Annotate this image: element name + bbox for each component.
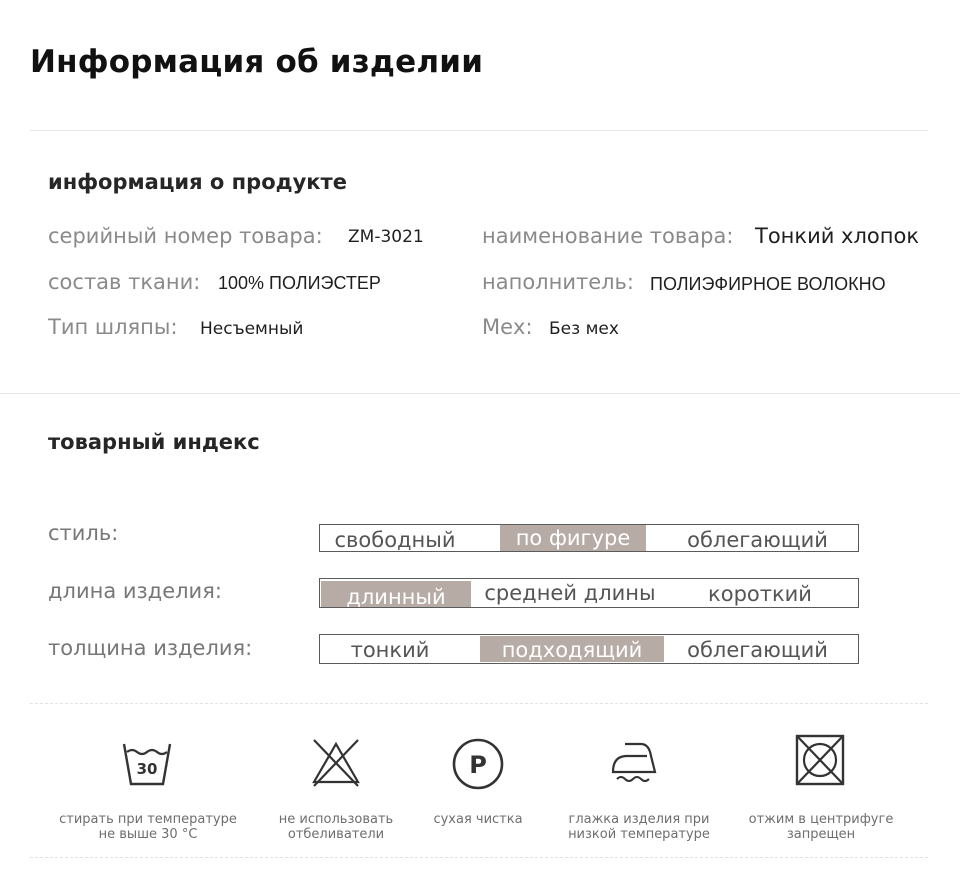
style-option-loose: свободный: [334, 528, 456, 552]
bleach-caption-line1: не использовать: [278, 812, 394, 827]
length-label: длина изделия:: [48, 579, 222, 603]
no-bleach-icon: [310, 738, 362, 788]
thickness-option-thick: облегающий: [687, 638, 828, 662]
style-option-tight: облегающий: [687, 528, 828, 552]
page-title: Информация об изделии: [30, 44, 484, 80]
style-scale: [319, 524, 859, 552]
length-option-medium: средней длины: [484, 581, 656, 605]
style-label: стиль:: [48, 521, 119, 545]
hat-value: Несъемный: [200, 319, 304, 339]
fabric-label: состав ткани:: [48, 270, 201, 294]
serial-label: серийный номер товара:: [48, 224, 323, 248]
iron-caption-line2: низкой температуре: [568, 827, 710, 842]
bleach-caption-line2: отбеливатели: [287, 827, 385, 842]
wash-caption: [48, 812, 248, 842]
fur-label: Мех:: [482, 315, 533, 339]
title-divider: [30, 130, 928, 131]
wash-temp-number: 30: [136, 760, 158, 778]
care-bottom-divider: [30, 857, 928, 858]
product-index-heading: товарный индекс: [48, 430, 260, 454]
thickness-option-medium: подходящий: [480, 636, 664, 662]
length-option-short: короткий: [708, 582, 812, 606]
filler-label: наполнитель:: [482, 270, 635, 294]
filler-value: ПОЛИЭФИРНОЕ ВОЛОКНО: [650, 274, 886, 294]
name-value: Тонкий хлопок: [755, 224, 920, 248]
length-scale: [319, 578, 859, 608]
spin-caption: [721, 812, 921, 842]
iron-caption: [539, 812, 739, 842]
wash-caption-line1: стирать при температуре: [59, 812, 237, 827]
style-option-fitted: по фигуре: [500, 525, 646, 551]
no-tumble-dry-icon: [794, 733, 846, 787]
thickness-option-thin: тонкий: [350, 638, 430, 662]
wash-caption-line2: не выше 30 °C: [98, 827, 198, 842]
spin-caption-line2: запрещен: [786, 827, 856, 842]
fur-value: Без мех: [549, 319, 619, 339]
dry-clean-p-icon: [451, 737, 505, 791]
care-top-divider: [30, 703, 928, 704]
low-iron-icon: [609, 738, 659, 784]
name-label: наименование товара:: [482, 224, 734, 248]
dry-clean-letter: P: [469, 751, 487, 779]
iron-caption-line1: глажка изделия при: [568, 812, 710, 827]
wash-30-icon: [122, 740, 172, 788]
dry-caption-line1: сухая чистка: [433, 812, 523, 827]
serial-value: ZM-3021: [348, 227, 424, 247]
fabric-value: 100% ПОЛИЭСТЕР: [218, 273, 381, 293]
spin-caption-line1: отжим в центрифуге: [748, 812, 894, 827]
thickness-scale: [319, 634, 859, 664]
product-info-heading: информация о продукте: [48, 170, 347, 194]
length-option-long: длинный: [321, 581, 471, 607]
thickness-label: толщина изделия:: [48, 636, 253, 660]
section-divider: [0, 393, 960, 394]
hat-label: Тип шляпы:: [48, 315, 178, 339]
